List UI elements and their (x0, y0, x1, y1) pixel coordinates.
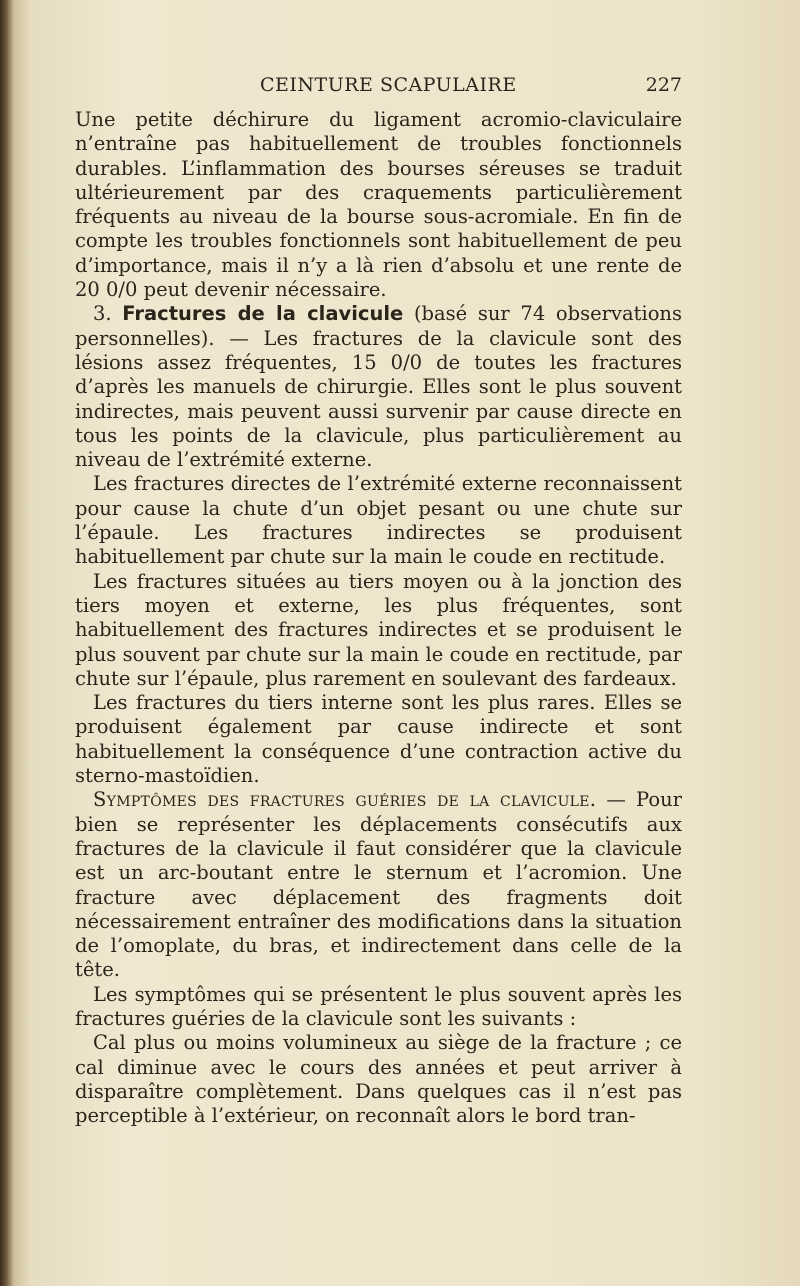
paragraph-symptomes-liste: Les symptômes qui se présentent le plus souvent après les fractures guéries de la clavicule sont les suivants : (75, 982, 682, 1030)
subsection-text: — Pour bien se représenter les déplacements consécutifs aux fractures de la clavicule il faut considérer que la clavicule est un arc-boutant entre le sternum et l’acromion. Une fracture avec déplacement des fragments doit nécessairement entraîner des modifications dans la situation de l’omoplate, du bras, et indirectement dans celle de la tête. (75, 788, 682, 982)
paragraph-tiers-moyen: Les fractures situées au tiers moyen ou à la jonction des tiers moyen et externe, les plus fréquentes, sont habituellement des fractures indirectes et se produisent le plus souvent par chute sur la main le coude en rectitude, par chute sur l’épaule, plus rarement en soulevant des fardeaux. (75, 569, 682, 690)
paragraph-fractures-clavicule (75, 302, 682, 472)
running-title: CEINTURE SCAPULAIRE (260, 74, 517, 96)
section-heading: Fractures de la clavicule (122, 302, 404, 326)
section-text: (basé sur 74 observations personnelles). — Les fractures de la clavicule sont des lésions assez fréquentes, 15 0/0 de toutes les fractures d’après les manuels de chirurgie. Elles sont le plus souvent indirectes, mais peuvent aussi survenir par cause directe en tous les points de la clavicule, plus particulièrement au niveau de l’extrémité externe. (75, 302, 683, 472)
paragraph-ligament: Une petite déchirure du ligament acromio-claviculaire n’entraîne pas habituellement de troubles fonctionnels durables. L’inflammation des bourses séreuses se traduit ultérieurement par des craquements particulièrement fréquents au niveau de la bourse sous-acromiale. En fin de compte les troubles fonctionnels sont habituellement de peu d’importance, mais il n’y a là rien d’absolu et une rente de 20 0/0 peut devenir nécessaire. (75, 108, 682, 302)
paragraph-symptomes (75, 788, 682, 982)
paragraph-tiers-interne: Les fractures du tiers interne sont les plus rares. Elles se produisent également par cause indirecte et sont habituellement la conséquence d’une contraction active du sterno-mastoïdien. (75, 691, 682, 788)
body-text (75, 108, 682, 1128)
page-header (75, 70, 682, 100)
page-number: 227 (645, 74, 682, 96)
paragraph-fractures-directes: Les fractures directes de l’extrémité externe reconnaissent pour cause la chute d’un objet pesant ou une chute sur l’épaule. Les fractures indirectes se produisent habituellement par chute sur la main le coude en rectitude. (75, 472, 682, 569)
section-number: 3. (93, 302, 123, 326)
subsection-heading: Symptômes des fractures guéries de la clavicule. (93, 788, 597, 812)
paragraph-cal: Cal plus ou moins volumineux au siège de la fracture ; ce cal diminue avec le cours des années et peut arriver à disparaître complètement. Dans quelques cas il n’est pas perceptible à l’extérieur, on reconnaît alors le bord tran- (75, 1031, 682, 1128)
